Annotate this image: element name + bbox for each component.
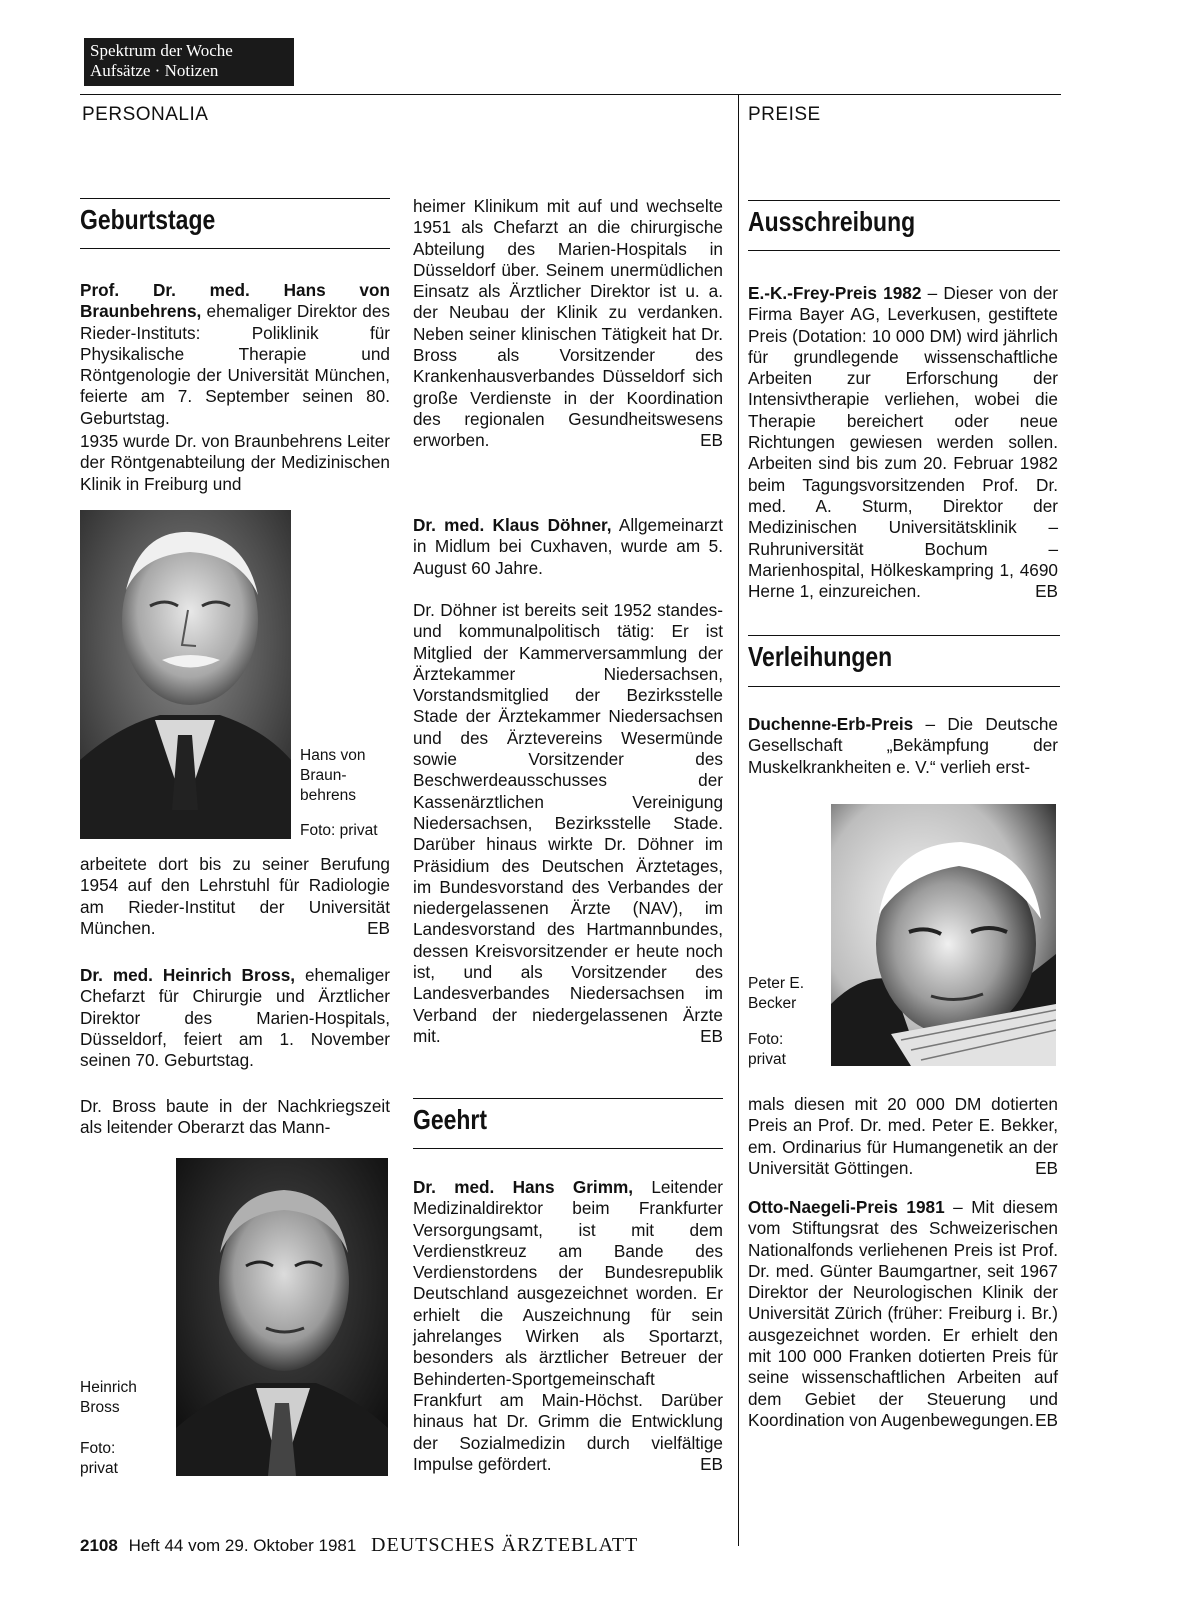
rule [748, 635, 1060, 636]
article-paragraph [748, 1094, 1058, 1179]
rule [748, 686, 1060, 687]
portrait-photo-bross [176, 1158, 388, 1476]
article-text: heimer Klinikum mit auf und wechselte 1951 als Chefarzt an die chirurgische Abteilung des Marien-Hospitals in Düsseldorf über. Seinem unermüdlichen Einsatz als Ärztlicher Direktor ist u. a. der Neubau der Klinik zu verdanken. Neben seiner klinischen Tätigkeit hat Dr. Bross als Vorsitzender des Krankenhausverbandes Düsseldorf sich große Verdienste in der Koordination des regionalen Gesundheitswesens erworben. [413, 196, 723, 451]
article-paragraph [413, 600, 723, 1047]
article-grimm [413, 1177, 723, 1475]
heading-geburtstage: Geburtstage [80, 204, 216, 235]
photo-credit [748, 1030, 808, 1070]
page-number: 2108 [80, 1536, 118, 1555]
portrait-image [80, 510, 291, 839]
article-lead: E.-K.-Frey-Preis 1982 [748, 283, 922, 303]
article-text: – Die Deutsche Gesellschaft „Bekämpfung der Muskelkrankheiten e. V.“ verlieh erst- [748, 714, 1058, 777]
issue-info: Heft 44 vom 29. Oktober 1981 [128, 1536, 357, 1555]
rule [748, 250, 1060, 251]
rule [80, 198, 390, 199]
page-footer [80, 1534, 638, 1557]
article-text: arbeitete dort bis zu seiner Berufung 1954 auf den Lehrstuhl für Radiologie am Rieder-Institut der Universität München. [80, 854, 390, 938]
section-badge [84, 38, 294, 86]
article-lead: Dr. med. Heinrich Bross, [80, 965, 296, 985]
article-duchenne-erb-preis [748, 714, 1058, 778]
photo-caption-name: Hans von Braun-behrens [300, 747, 366, 804]
portrait-image [831, 804, 1056, 1066]
article-text: ehemaliger Direktor des Rieder-Instituts: Poliklinik für Physikalische Therapie und Röntgenologie der Universität München, feierte am 7. September seinen 80. Geburtstag. [80, 301, 390, 428]
photo-caption-name: Peter E. Becker [748, 975, 804, 1012]
article-text: Allgemeinarzt in Midlum bei Cuxhaven, wurde am 5. August 60 Jahre. [413, 515, 724, 578]
article-frey-preis [748, 283, 1058, 602]
portrait-photo-braunbehrens [80, 510, 291, 839]
article-lead: Dr. med. Klaus Döhner, [413, 515, 612, 535]
article-lead: Dr. med. Hans Grimm, [413, 1177, 634, 1197]
rule [413, 1098, 723, 1099]
author-initials: EB [700, 1025, 723, 1046]
photo-credit [80, 1439, 140, 1479]
section-label-personalia: PERSONALIA [82, 104, 209, 125]
author-initials: EB [700, 430, 723, 451]
photo-credit-text: Foto: privat [748, 1031, 786, 1068]
article-lead: Otto-Naegeli-Preis 1981 [748, 1197, 945, 1217]
rule [413, 1148, 723, 1149]
badge-line-1: Spektrum der Woche [90, 41, 233, 60]
article-lead: Duchenne-Erb-Preis [748, 714, 914, 734]
journal-name: DEUTSCHES ÄRZTEBLATT [371, 1534, 639, 1556]
photo-caption [748, 974, 822, 1014]
portrait-photo-becker [831, 804, 1056, 1066]
portrait-image [176, 1158, 388, 1476]
article-paragraph [80, 854, 390, 939]
author-initials: EB [1035, 1409, 1058, 1430]
article-text: mals diesen mit 20 000 DM dotierten Preis an Prof. Dr. med. Peter E. Bekker, em. Ordinarius für Humangenetik an der Universität Göttingen. [748, 1094, 1058, 1178]
heading-geehrt: Geehrt [413, 1104, 488, 1135]
article-paragraph [413, 196, 723, 452]
article-text: – Dieser von der Firma Bayer AG, Leverkusen, gestiftete Preis (Dotation: 10 000 DM) wird jährlich für grundlegende wissenschaftliche Arbeiten zur Erforschung der Intensivtherapie verliehen, wobei die Therapie bereichert oder neue Richtungen gewiesen werden sollen. Arbeiten sind bis zum 20. Februar 1982 beim Tagungsvorsitzenden Prof. Dr. med. A. Sturm, Direktor der Medizinischen Universitätsklinik – Ruhruniversität Bochum – Marienhospital, Hölkeskampring 1, 4690 Herne 1, einzureichen. [748, 283, 1058, 602]
article-bross [80, 965, 390, 1071]
article-braunbehrens [80, 280, 390, 429]
article-text: ehemaliger Chefarzt für Chirurgie und Ärztlicher Direktor des Marien-Hospitals, Düsseldorf, feiert am 1. November seinen 70. Geburtstag. [80, 965, 390, 1071]
photo-caption-name: Heinrich Bross [80, 1379, 137, 1416]
author-initials: EB [1035, 581, 1058, 602]
article-text: Leitender Medizinaldirektor beim Frankfurter Versorgungsamt, ist mit dem Verdienstkreuz am Bande des Verdienstordens der Bundesrepublik Deutschland ausgezeichnet worden. Er erhielt die Auszeichnung für sein jahrelanges Wirken als Sportarzt, besonders als ärztlicher Betreuer der Behinderten-Sportgemeinschaft Frankfurt am Main-Höchst. Darüber hinaus hat Dr. Grimm die Entwicklung der Sozialmedizin durch vielfältige Impulse gefördert. [413, 1177, 723, 1474]
article-doehner [413, 515, 723, 579]
author-initials: EB [1035, 1157, 1058, 1178]
photo-caption [300, 746, 380, 806]
article-paragraph [80, 1096, 390, 1139]
photo-caption [80, 1378, 170, 1418]
article-text: 1935 wurde Dr. von Braunbehrens Leiter der Röntgenabteilung der Medizinischen Klinik in Freiburg und [80, 431, 390, 494]
heading-ausschreibung: Ausschreibung [748, 206, 916, 237]
column-divider [738, 94, 739, 1546]
section-label-preise: PREISE [748, 104, 821, 125]
badge-line-2: Aufsätze · Notizen [90, 61, 219, 80]
article-text: – Mit diesem vom Stiftungsrat des Schweizerischen Nationalfonds verliehenen Preis ist Prof. Dr. med. Günter Baumgartner, seit 1967 Direktor der Neurologischen Klinik der Universität Zürich (früher: Freiburg i. Br.) ausgezeichnet worden. Er erhielt den mit 100 000 Franken dotierten Preis für seine wissenschaftlichen Arbeiten auf dem Gebiet der Steuerung und Koordination von Augenbewegungen. [748, 1197, 1058, 1430]
top-rule [80, 94, 1061, 95]
article-text: Dr. Döhner ist bereits seit 1952 standes- und kommunalpolitisch tätig: Er ist Mitglied der Kammerversammlung der Ärztekammer Niedersachsen, Vorstandsmitglied der Bezirksstelle Stade der Ärztekammer Niedersachsen und des Ärztevereins Wesermünde sowie Vorsitzender des Beschwerdeausschusses der Kassenärztlichen Vereinigung Niedersachsen, Bezirksstelle Stade. Darüber hinaus wirkte Dr. Döhner im Präsidium des Deutschen Ärztetages, im Bundesvorstand des Verbandes der niedergelassenen Ärzte (NAV), im Landesvorstand des Hartmannbundes, dessen Kreisvorsitzender er heute noch ist, und als Vorsitzender des Landesverbandes Niedersachsen im Verband der niedergelassenen Ärzte mit. [413, 600, 723, 1046]
article-lead: Prof. Dr. med. Hans von Braunbehrens, [80, 280, 390, 322]
author-initials: EB [700, 1453, 723, 1474]
author-initials: EB [367, 917, 390, 938]
rule [748, 200, 1060, 201]
photo-credit: Foto: privat [300, 822, 378, 839]
article-text: Dr. Bross baute in der Nachkriegszeit als leitender Oberarzt das Mann- [80, 1096, 390, 1138]
heading-verleihungen: Verleihungen [748, 641, 893, 672]
article-paragraph [80, 431, 390, 495]
article-otto-naegeli-preis [748, 1197, 1058, 1431]
photo-credit-text: Foto: privat [80, 1440, 118, 1477]
rule [80, 248, 390, 249]
